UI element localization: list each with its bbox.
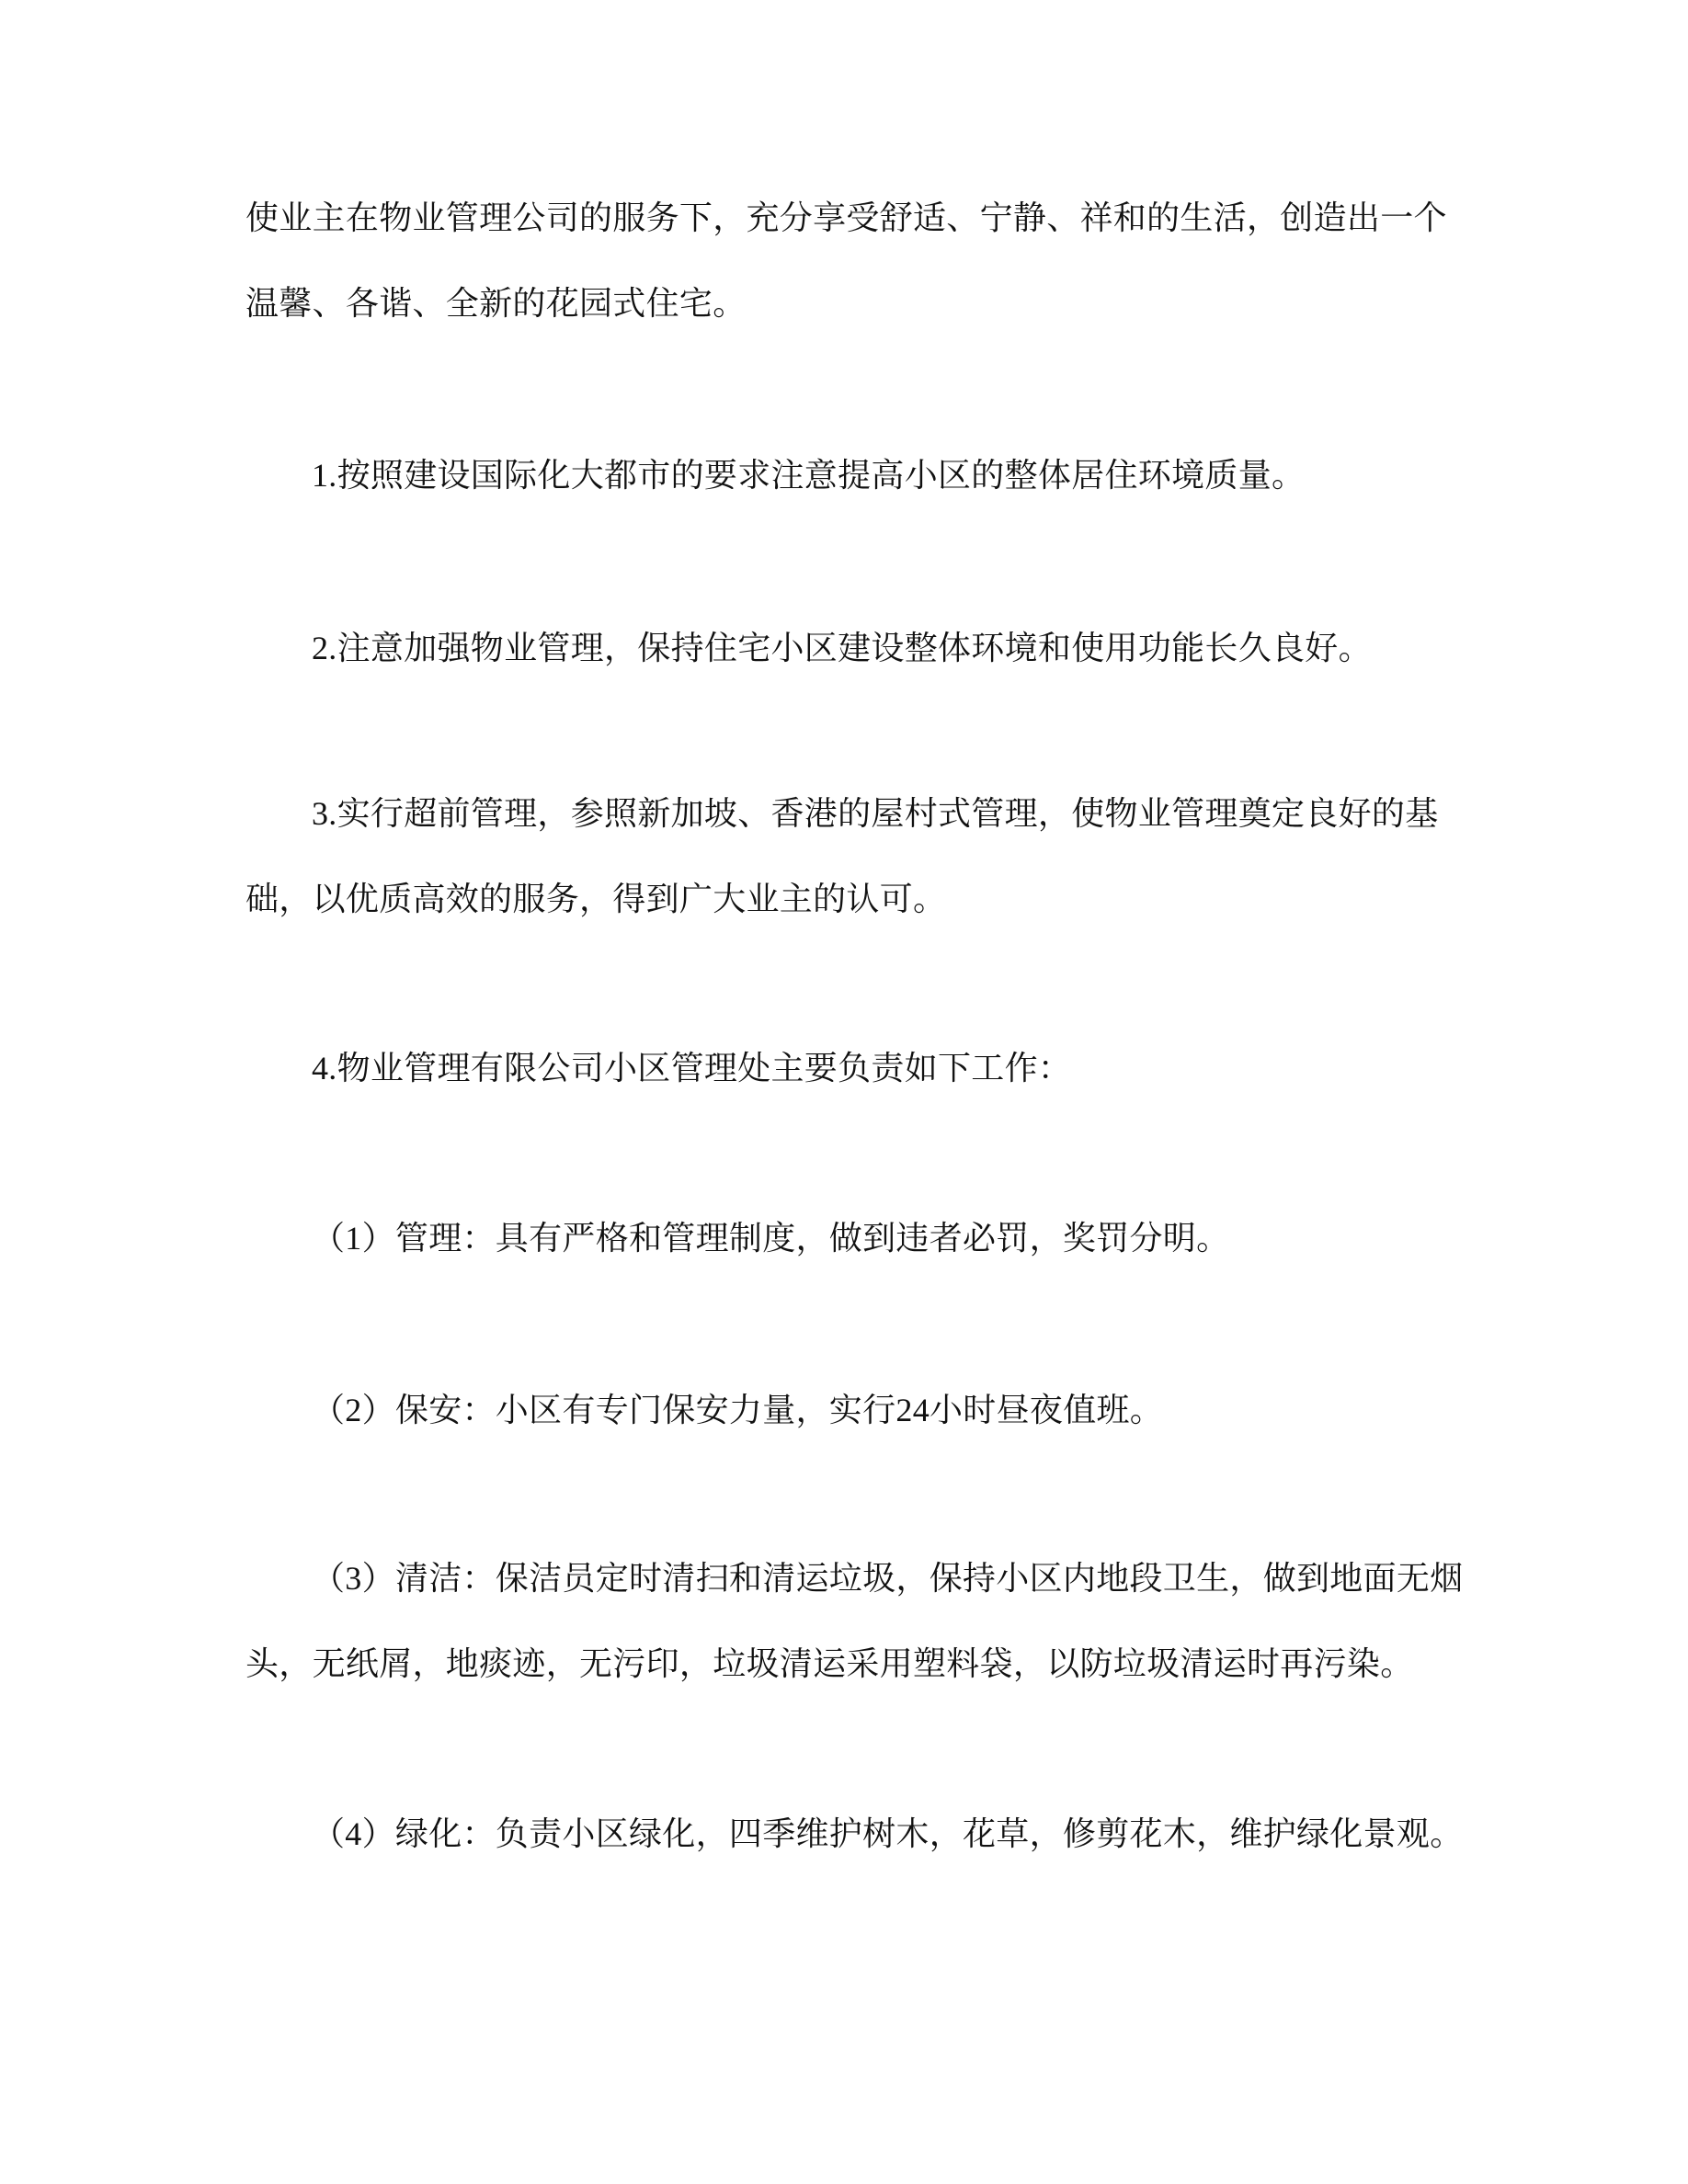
list-item-3-line-1: 3.实行超前管理，参照新加坡、香港的屋村式管理，使物业管理奠定良好的基	[312, 795, 1439, 832]
list-item-3-line-2: 础，以优质高效的服务，得到广大业主的认可。	[245, 881, 947, 917]
paragraph-intro-line-1: 使业主在物业管理公司的服务下，充分享受舒适、宁静、祥和的生活，创造出一个	[245, 199, 1447, 236]
sub-item-1: （1）管理：具有严格和管理制度，做到违者必罚，奖罚分明。	[312, 1220, 1230, 1257]
sub-item-3-line-1: （3）清洁：保洁员定时清扫和清运垃圾，保持小区内地段卫生，做到地面无烟	[312, 1560, 1464, 1597]
sub-item-2: （2）保安：小区有专门保安力量，实行24小时昼夜值班。	[312, 1392, 1164, 1428]
sub-item-3-line-2: 头，无纸屑，地痰迹，无污印，垃圾清运采用塑料袋，以防垃圾清运时再污染。	[245, 1645, 1414, 1682]
list-item-2: 2.注意加强物业管理，保持住宅小区建设整体环境和使用功能长久良好。	[312, 630, 1372, 666]
list-item-4: 4.物业管理有限公司小区管理处主要负责如下工作：	[312, 1050, 1072, 1086]
sub-item-4: （4）绿化：负责小区绿化，四季维护树木，花草，修剪花木，维护绿化景观。	[312, 1815, 1464, 1852]
list-item-1: 1.按照建设国际化大都市的要求注意提高小区的整体居住环境质量。	[312, 457, 1306, 494]
paragraph-intro-line-2: 温馨、各谐、全新的花园式住宅。	[245, 285, 747, 322]
